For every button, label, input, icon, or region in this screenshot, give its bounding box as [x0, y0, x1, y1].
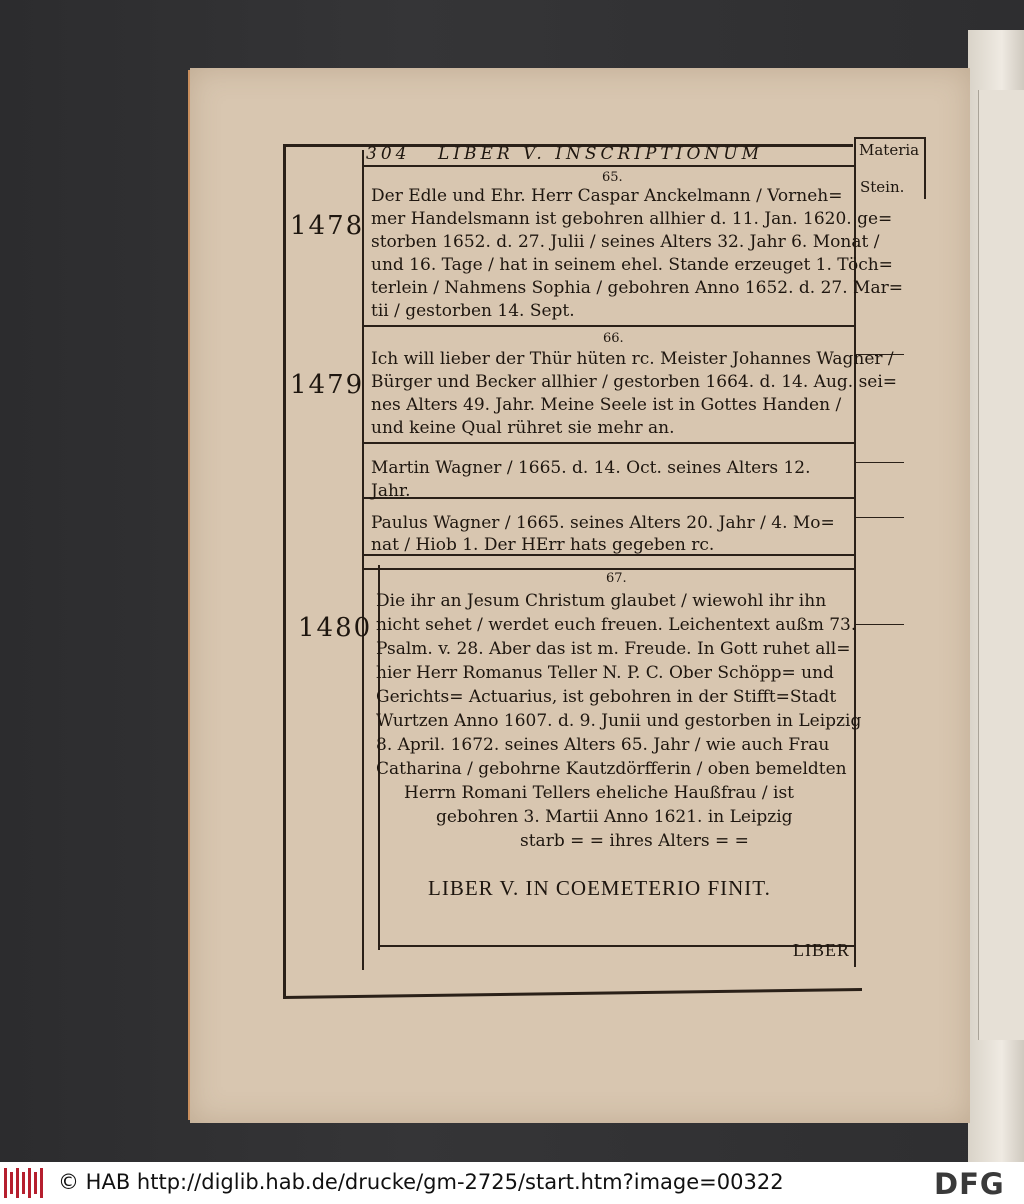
entry-line: Der Edle und Ehr. Herr Caspar Anckelmann / Vorneh=	[371, 186, 843, 206]
entry-line: Herrn Romani Tellers eheliche Haußfrau / ist	[404, 783, 795, 803]
header-rule	[362, 165, 854, 167]
entry-line: Gerichts= Actuarius, ist gebohren in der Stifft=Stadt	[376, 687, 837, 707]
entry-line: mer Handelsmann ist gebohren allhier d. 11. Jan. 1620. ge=	[371, 209, 893, 229]
entry-line: storben 1652. d. 27. Julii / seines Alters 32. Jahr 6. Monat /	[371, 232, 880, 252]
entry-rule	[362, 497, 854, 499]
entry-line: Die ihr an Jesum Christum glaubet / wiewohl ihr ihn	[376, 591, 827, 611]
next-page-edge	[968, 30, 1024, 1162]
attribution-link[interactable]: © HAB http://diglib.hab.de/drucke/gm-2725/start.htm?image=00322	[58, 1170, 784, 1194]
entry-line: Psalm. v. 28. Aber das ist m. Freude. In Gott ruhet all=	[376, 639, 851, 659]
entry-line: Jahr.	[371, 481, 411, 501]
entry-rule	[362, 325, 854, 327]
hab-logo-icon	[4, 1168, 46, 1198]
entry-line: tii / gestorben 14. Sept.	[371, 301, 575, 321]
entry-line: 8. April. 1672. seines Alters 65. Jahr / wie auch Frau	[376, 735, 830, 755]
entry-line: Wurtzen Anno 1607. d. 9. Junii und gestorben in Leipzig	[376, 711, 862, 731]
register-number: 1480	[298, 613, 373, 643]
entry-line: nat / Hiob 1. Der HErr hats gegeben rc.	[371, 535, 715, 555]
material-heading: Materia	[859, 141, 920, 159]
catchword: LIBER	[793, 940, 850, 960]
entry-line: gebohren 3. Martii Anno 1621. in Leipzig	[436, 807, 793, 827]
register-number: 1479	[290, 370, 365, 400]
entry-line: Martin Wagner / 1665. d. 14. Oct. seines Alters 12.	[371, 458, 811, 478]
entry-line: terlein / Nahmens Sophia / gebohren Anno 1652. d. 27. Mar=	[371, 278, 903, 298]
register-number: 1478	[290, 211, 365, 241]
closing-line: LIBER V. IN COEMETERIO FINIT.	[428, 876, 771, 900]
dfg-logo: DFG	[934, 1167, 1005, 1201]
entry-line: nicht sehet / werdet euch freuen. Leichentext außm 73.	[376, 615, 857, 635]
running-title: LIBER V. INSCRIPTIONUM	[438, 144, 764, 164]
material-dash	[856, 517, 904, 518]
register-column-rule	[362, 150, 364, 970]
entry-line: und keine Qual rühret sie mehr an.	[371, 418, 675, 438]
material-dash	[856, 624, 904, 625]
entry-line: starb = = ihres Alters = =	[520, 831, 749, 851]
material-dash	[856, 462, 904, 463]
entry-rule	[362, 568, 854, 570]
entry-line: Bürger und Becker allhier / gestorben 1664. d. 14. Aug. sei=	[371, 372, 898, 392]
entry-number: 66.	[603, 331, 624, 346]
page-number: 304	[366, 144, 411, 164]
entry-number: 67.	[606, 571, 627, 586]
footer-bar	[0, 1162, 1024, 1204]
entry-rule	[362, 442, 854, 444]
entry-line: und 16. Tage / hat in seinem ehel. Stande erzeuget 1. Töch=	[371, 255, 893, 275]
entry-line: Paulus Wagner / 1665. seines Alters 20. Jahr / 4. Mo=	[371, 513, 835, 533]
entry-line: Ich will lieber der Thür hüten rc. Meister Johannes Wagner /	[371, 349, 894, 369]
entry-line: nes Alters 49. Jahr. Meine Seele ist in Gottes Handen /	[371, 395, 842, 415]
closing-rule	[380, 945, 854, 947]
entry-number: 65.	[602, 170, 623, 185]
entry-line: hier Herr Romanus Teller N. P. C. Ober Schöpp= und	[376, 663, 834, 683]
material-value: Stein.	[860, 178, 905, 196]
entry-line: Catharina / gebohrne Kautzdörfferin / oben bemeldten	[376, 759, 847, 779]
